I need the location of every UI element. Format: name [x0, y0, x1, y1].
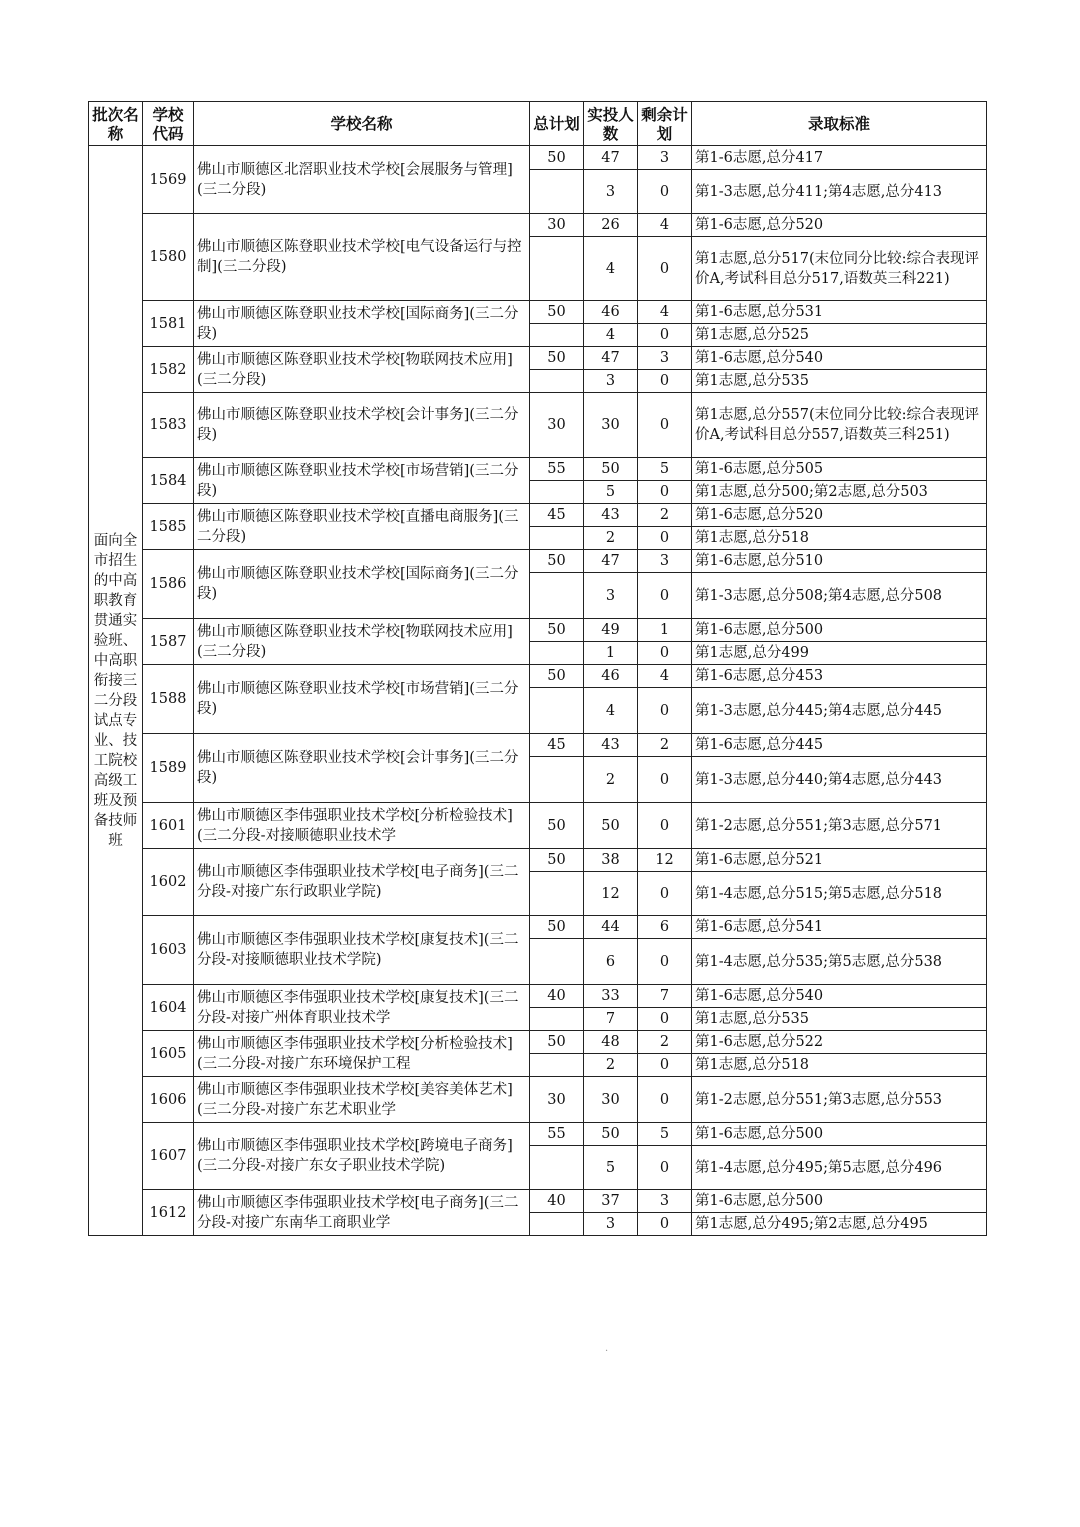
admission-standard: 第1-6志愿,总分522: [692, 1031, 987, 1054]
header-actual: 实投人数: [584, 102, 638, 146]
total-plan: 50: [530, 146, 584, 170]
school-name: 佛山市顺德区李伟强职业技术学校[电子商务](三二分段-对接广东行政职业学院): [194, 849, 530, 916]
actual-count: 1: [584, 642, 638, 665]
actual-count: 5: [584, 1146, 638, 1190]
table-row: [89, 619, 987, 642]
total-plan: [530, 573, 584, 619]
remaining-plan: 0: [638, 642, 692, 665]
table-row: [89, 985, 987, 1008]
actual-count: 48: [584, 1031, 638, 1054]
admission-standard: 第1志愿,总分557(末位同分比较:综合表现评价A,考试科目总分557,语数英三科251): [692, 393, 987, 458]
actual-count: 3: [584, 573, 638, 619]
remaining-plan: 0: [638, 324, 692, 347]
admission-standard: 第1-2志愿,总分551;第3志愿,总分553: [692, 1077, 987, 1123]
school-code: 1584: [143, 458, 194, 504]
school-code: 1588: [143, 665, 194, 734]
table-row: [89, 803, 987, 849]
admission-standard: 第1志愿,总分500;第2志愿,总分503: [692, 481, 987, 504]
actual-count: 4: [584, 237, 638, 301]
remaining-plan: 0: [638, 1146, 692, 1190]
total-plan: 40: [530, 985, 584, 1008]
admission-standard: 第1志愿,总分518: [692, 1054, 987, 1077]
remaining-plan: 0: [638, 872, 692, 916]
table-row: [89, 550, 987, 573]
school-name: 佛山市顺德区陈登职业技术学校[直播电商服务](三二分段): [194, 504, 530, 550]
total-plan: 50: [530, 1031, 584, 1054]
remaining-plan: 0: [638, 393, 692, 458]
actual-count: 38: [584, 849, 638, 872]
remaining-plan: 5: [638, 1123, 692, 1146]
actual-count: 44: [584, 916, 638, 939]
admission-standard: 第1-6志愿,总分531: [692, 301, 987, 324]
admission-standard: 第1-6志愿,总分453: [692, 665, 987, 688]
school-code: 1587: [143, 619, 194, 665]
actual-count: 47: [584, 550, 638, 573]
table-row: [89, 458, 987, 481]
school-name: 佛山市顺德区李伟强职业技术学校[美容美体艺术](三二分段-对接广东艺术职业学: [194, 1077, 530, 1123]
table-row: [89, 1031, 987, 1054]
school-name: 佛山市顺德区陈登职业技术学校[市场营销](三二分段): [194, 665, 530, 734]
total-plan: 55: [530, 1123, 584, 1146]
actual-count: 43: [584, 734, 638, 757]
actual-count: 50: [584, 803, 638, 849]
batch-name-cell: 面向全市招生的中高职教育贯通实验班、中高职衔接三二分段试点专业、技工院校高级工班及预备技师班: [89, 146, 143, 1236]
table-row: [89, 301, 987, 324]
admission-standard: 第1-6志愿,总分541: [692, 916, 987, 939]
actual-count: 2: [584, 1054, 638, 1077]
remaining-plan: 0: [638, 481, 692, 504]
table-row: [89, 504, 987, 527]
admission-standard: 第1志愿,总分525: [692, 324, 987, 347]
school-code: 1605: [143, 1031, 194, 1077]
remaining-plan: 6: [638, 916, 692, 939]
actual-count: 4: [584, 688, 638, 734]
actual-count: 30: [584, 1077, 638, 1123]
remaining-plan: 0: [638, 939, 692, 985]
school-code: 1606: [143, 1077, 194, 1123]
total-plan: [530, 370, 584, 393]
table-row: [89, 849, 987, 872]
remaining-plan: 0: [638, 757, 692, 803]
admission-standard: 第1-3志愿,总分440;第4志愿,总分443: [692, 757, 987, 803]
admission-standard: 第1志愿,总分495;第2志愿,总分495: [692, 1213, 987, 1236]
total-plan: [530, 324, 584, 347]
admission-standard: 第1-6志愿,总分500: [692, 619, 987, 642]
actual-count: 50: [584, 458, 638, 481]
total-plan: 50: [530, 301, 584, 324]
actual-count: 50: [584, 1123, 638, 1146]
actual-count: 47: [584, 146, 638, 170]
remaining-plan: 0: [638, 1213, 692, 1236]
header-batch: 批次名称: [89, 102, 143, 146]
school-name: 佛山市顺德区李伟强职业技术学校[电子商务](三二分段-对接广东南华工商职业学: [194, 1190, 530, 1236]
admission-standard: 第1-2志愿,总分551;第3志愿,总分571: [692, 803, 987, 849]
total-plan: 30: [530, 1077, 584, 1123]
admission-standard: 第1-4志愿,总分495;第5志愿,总分496: [692, 1146, 987, 1190]
admission-standard: 第1-6志愿,总分521: [692, 849, 987, 872]
table-row: [89, 214, 987, 237]
table-row: [89, 1123, 987, 1146]
admission-standard: 第1-6志愿,总分540: [692, 985, 987, 1008]
table-row: [89, 916, 987, 939]
table-row: [89, 1077, 987, 1123]
actual-count: 2: [584, 757, 638, 803]
actual-count: 12: [584, 872, 638, 916]
remaining-plan: 0: [638, 803, 692, 849]
total-plan: [530, 939, 584, 985]
total-plan: 50: [530, 550, 584, 573]
admission-standard: 第1-6志愿,总分417: [692, 146, 987, 170]
admission-standard: 第1-4志愿,总分535;第5志愿,总分538: [692, 939, 987, 985]
school-code: 1582: [143, 347, 194, 393]
header-name: 学校名称: [194, 102, 530, 146]
school-name: 佛山市顺德区陈登职业技术学校[国际商务](三二分段): [194, 301, 530, 347]
total-plan: [530, 1008, 584, 1031]
school-code: 1581: [143, 301, 194, 347]
actual-count: 26: [584, 214, 638, 237]
actual-count: 6: [584, 939, 638, 985]
header-code: 学校代码: [143, 102, 194, 146]
school-name: 佛山市顺德区陈登职业技术学校[会计事务](三二分段): [194, 393, 530, 458]
school-name: 佛山市顺德区陈登职业技术学校[物联网技术应用](三二分段): [194, 347, 530, 393]
table-row: [89, 1190, 987, 1213]
remaining-plan: 2: [638, 504, 692, 527]
total-plan: [530, 1146, 584, 1190]
admission-standard: 第1-3志愿,总分508;第4志愿,总分508: [692, 573, 987, 619]
school-name: 佛山市顺德区陈登职业技术学校[电气设备运行与控制](三二分段): [194, 214, 530, 301]
remaining-plan: 3: [638, 347, 692, 370]
total-plan: 50: [530, 803, 584, 849]
admission-standard: 第1-6志愿,总分445: [692, 734, 987, 757]
remaining-plan: 5: [638, 458, 692, 481]
school-name: 佛山市顺德区李伟强职业技术学校[分析检验技术](三二分段-对接顺德职业技术学: [194, 803, 530, 849]
total-plan: [530, 1054, 584, 1077]
remaining-plan: 0: [638, 573, 692, 619]
remaining-plan: 0: [638, 1077, 692, 1123]
admission-standard: 第1志愿,总分517(末位同分比较:综合表现评价A,考试科目总分517,语数英三科221): [692, 237, 987, 301]
actual-count: 3: [584, 370, 638, 393]
table-row: [89, 146, 987, 170]
school-code: 1586: [143, 550, 194, 619]
remaining-plan: 0: [638, 527, 692, 550]
total-plan: [530, 527, 584, 550]
admission-standard: 第1-6志愿,总分520: [692, 214, 987, 237]
school-name: 佛山市顺德区陈登职业技术学校[物联网技术应用](三二分段): [194, 619, 530, 665]
actual-count: 2: [584, 527, 638, 550]
actual-count: 46: [584, 665, 638, 688]
total-plan: 50: [530, 347, 584, 370]
total-plan: 50: [530, 849, 584, 872]
total-plan: [530, 1213, 584, 1236]
actual-count: 46: [584, 301, 638, 324]
total-plan: 50: [530, 916, 584, 939]
actual-count: 47: [584, 347, 638, 370]
remaining-plan: 12: [638, 849, 692, 872]
total-plan: [530, 688, 584, 734]
remaining-plan: 4: [638, 301, 692, 324]
admission-table: [88, 101, 987, 1236]
total-plan: 40: [530, 1190, 584, 1213]
remaining-plan: 7: [638, 985, 692, 1008]
school-name: 佛山市顺德区陈登职业技术学校[会计事务](三二分段): [194, 734, 530, 803]
total-plan: [530, 757, 584, 803]
school-name: 佛山市顺德区李伟强职业技术学校[康复技术](三二分段-对接广州体育职业技术学: [194, 985, 530, 1031]
remaining-plan: 2: [638, 734, 692, 757]
school-name: 佛山市顺德区陈登职业技术学校[市场营销](三二分段): [194, 458, 530, 504]
admission-standard: 第1-3志愿,总分445;第4志愿,总分445: [692, 688, 987, 734]
remaining-plan: 0: [638, 1008, 692, 1031]
admission-standard: 第1-6志愿,总分540: [692, 347, 987, 370]
total-plan: 30: [530, 393, 584, 458]
admission-standard: 第1-3志愿,总分411;第4志愿,总分413: [692, 170, 987, 214]
school-code: 1607: [143, 1123, 194, 1190]
remaining-plan: 0: [638, 170, 692, 214]
remaining-plan: 0: [638, 1054, 692, 1077]
total-plan: 55: [530, 458, 584, 481]
school-name: 佛山市顺德区李伟强职业技术学校[跨境电子商务](三二分段-对接广东女子职业技术学院): [194, 1123, 530, 1190]
remaining-plan: 4: [638, 214, 692, 237]
actual-count: 30: [584, 393, 638, 458]
table-row: [89, 393, 987, 458]
header-standard: 录取标准: [692, 102, 987, 146]
school-code: 1580: [143, 214, 194, 301]
admission-standard: 第1志愿,总分535: [692, 1008, 987, 1031]
header-row: [89, 102, 987, 146]
school-code: 1583: [143, 393, 194, 458]
total-plan: [530, 481, 584, 504]
remaining-plan: 2: [638, 1031, 692, 1054]
school-name: 佛山市顺德区李伟强职业技术学校[分析检验技术](三二分段-对接广东环境保护工程: [194, 1031, 530, 1077]
admission-standard: 第1-6志愿,总分520: [692, 504, 987, 527]
admission-standard: 第1志愿,总分499: [692, 642, 987, 665]
actual-count: 37: [584, 1190, 638, 1213]
total-plan: [530, 642, 584, 665]
remaining-plan: 3: [638, 146, 692, 170]
school-code: 1612: [143, 1190, 194, 1236]
table-row: [89, 734, 987, 757]
remaining-plan: 0: [638, 370, 692, 393]
header-remain: 剩余计划: [638, 102, 692, 146]
actual-count: 4: [584, 324, 638, 347]
scan-mark: ·: [605, 1346, 609, 1357]
actual-count: 3: [584, 170, 638, 214]
actual-count: 5: [584, 481, 638, 504]
school-code: 1585: [143, 504, 194, 550]
school-code: 1569: [143, 146, 194, 214]
total-plan: [530, 170, 584, 214]
total-plan: 45: [530, 504, 584, 527]
remaining-plan: 0: [638, 237, 692, 301]
admission-standard: 第1志愿,总分535: [692, 370, 987, 393]
school-code: 1602: [143, 849, 194, 916]
admission-standard: 第1-6志愿,总分505: [692, 458, 987, 481]
table-body: [89, 146, 987, 1236]
total-plan: 45: [530, 734, 584, 757]
actual-count: 7: [584, 1008, 638, 1031]
table-row: [89, 347, 987, 370]
school-name: 佛山市顺德区北滘职业技术学校[会展服务与管理](三二分段): [194, 146, 530, 214]
school-code: 1604: [143, 985, 194, 1031]
school-code: 1589: [143, 734, 194, 803]
school-name: 佛山市顺德区陈登职业技术学校[国际商务](三二分段): [194, 550, 530, 619]
remaining-plan: 1: [638, 619, 692, 642]
total-plan: [530, 872, 584, 916]
admission-standard: 第1-6志愿,总分500: [692, 1123, 987, 1146]
remaining-plan: 0: [638, 688, 692, 734]
remaining-plan: 3: [638, 1190, 692, 1213]
admission-standard: 第1-6志愿,总分510: [692, 550, 987, 573]
school-code: 1601: [143, 803, 194, 849]
total-plan: 50: [530, 619, 584, 642]
total-plan: 30: [530, 214, 584, 237]
actual-count: 49: [584, 619, 638, 642]
admission-standard: 第1志愿,总分518: [692, 527, 987, 550]
admission-standard: 第1-4志愿,总分515;第5志愿,总分518: [692, 872, 987, 916]
actual-count: 43: [584, 504, 638, 527]
remaining-plan: 3: [638, 550, 692, 573]
remaining-plan: 4: [638, 665, 692, 688]
school-name: 佛山市顺德区李伟强职业技术学校[康复技术](三二分段-对接顺德职业技术学院): [194, 916, 530, 985]
header-total: 总计划: [530, 102, 584, 146]
total-plan: [530, 237, 584, 301]
actual-count: 3: [584, 1213, 638, 1236]
actual-count: 33: [584, 985, 638, 1008]
table-row: [89, 665, 987, 688]
total-plan: 50: [530, 665, 584, 688]
school-code: 1603: [143, 916, 194, 985]
admission-standard: 第1-6志愿,总分500: [692, 1190, 987, 1213]
